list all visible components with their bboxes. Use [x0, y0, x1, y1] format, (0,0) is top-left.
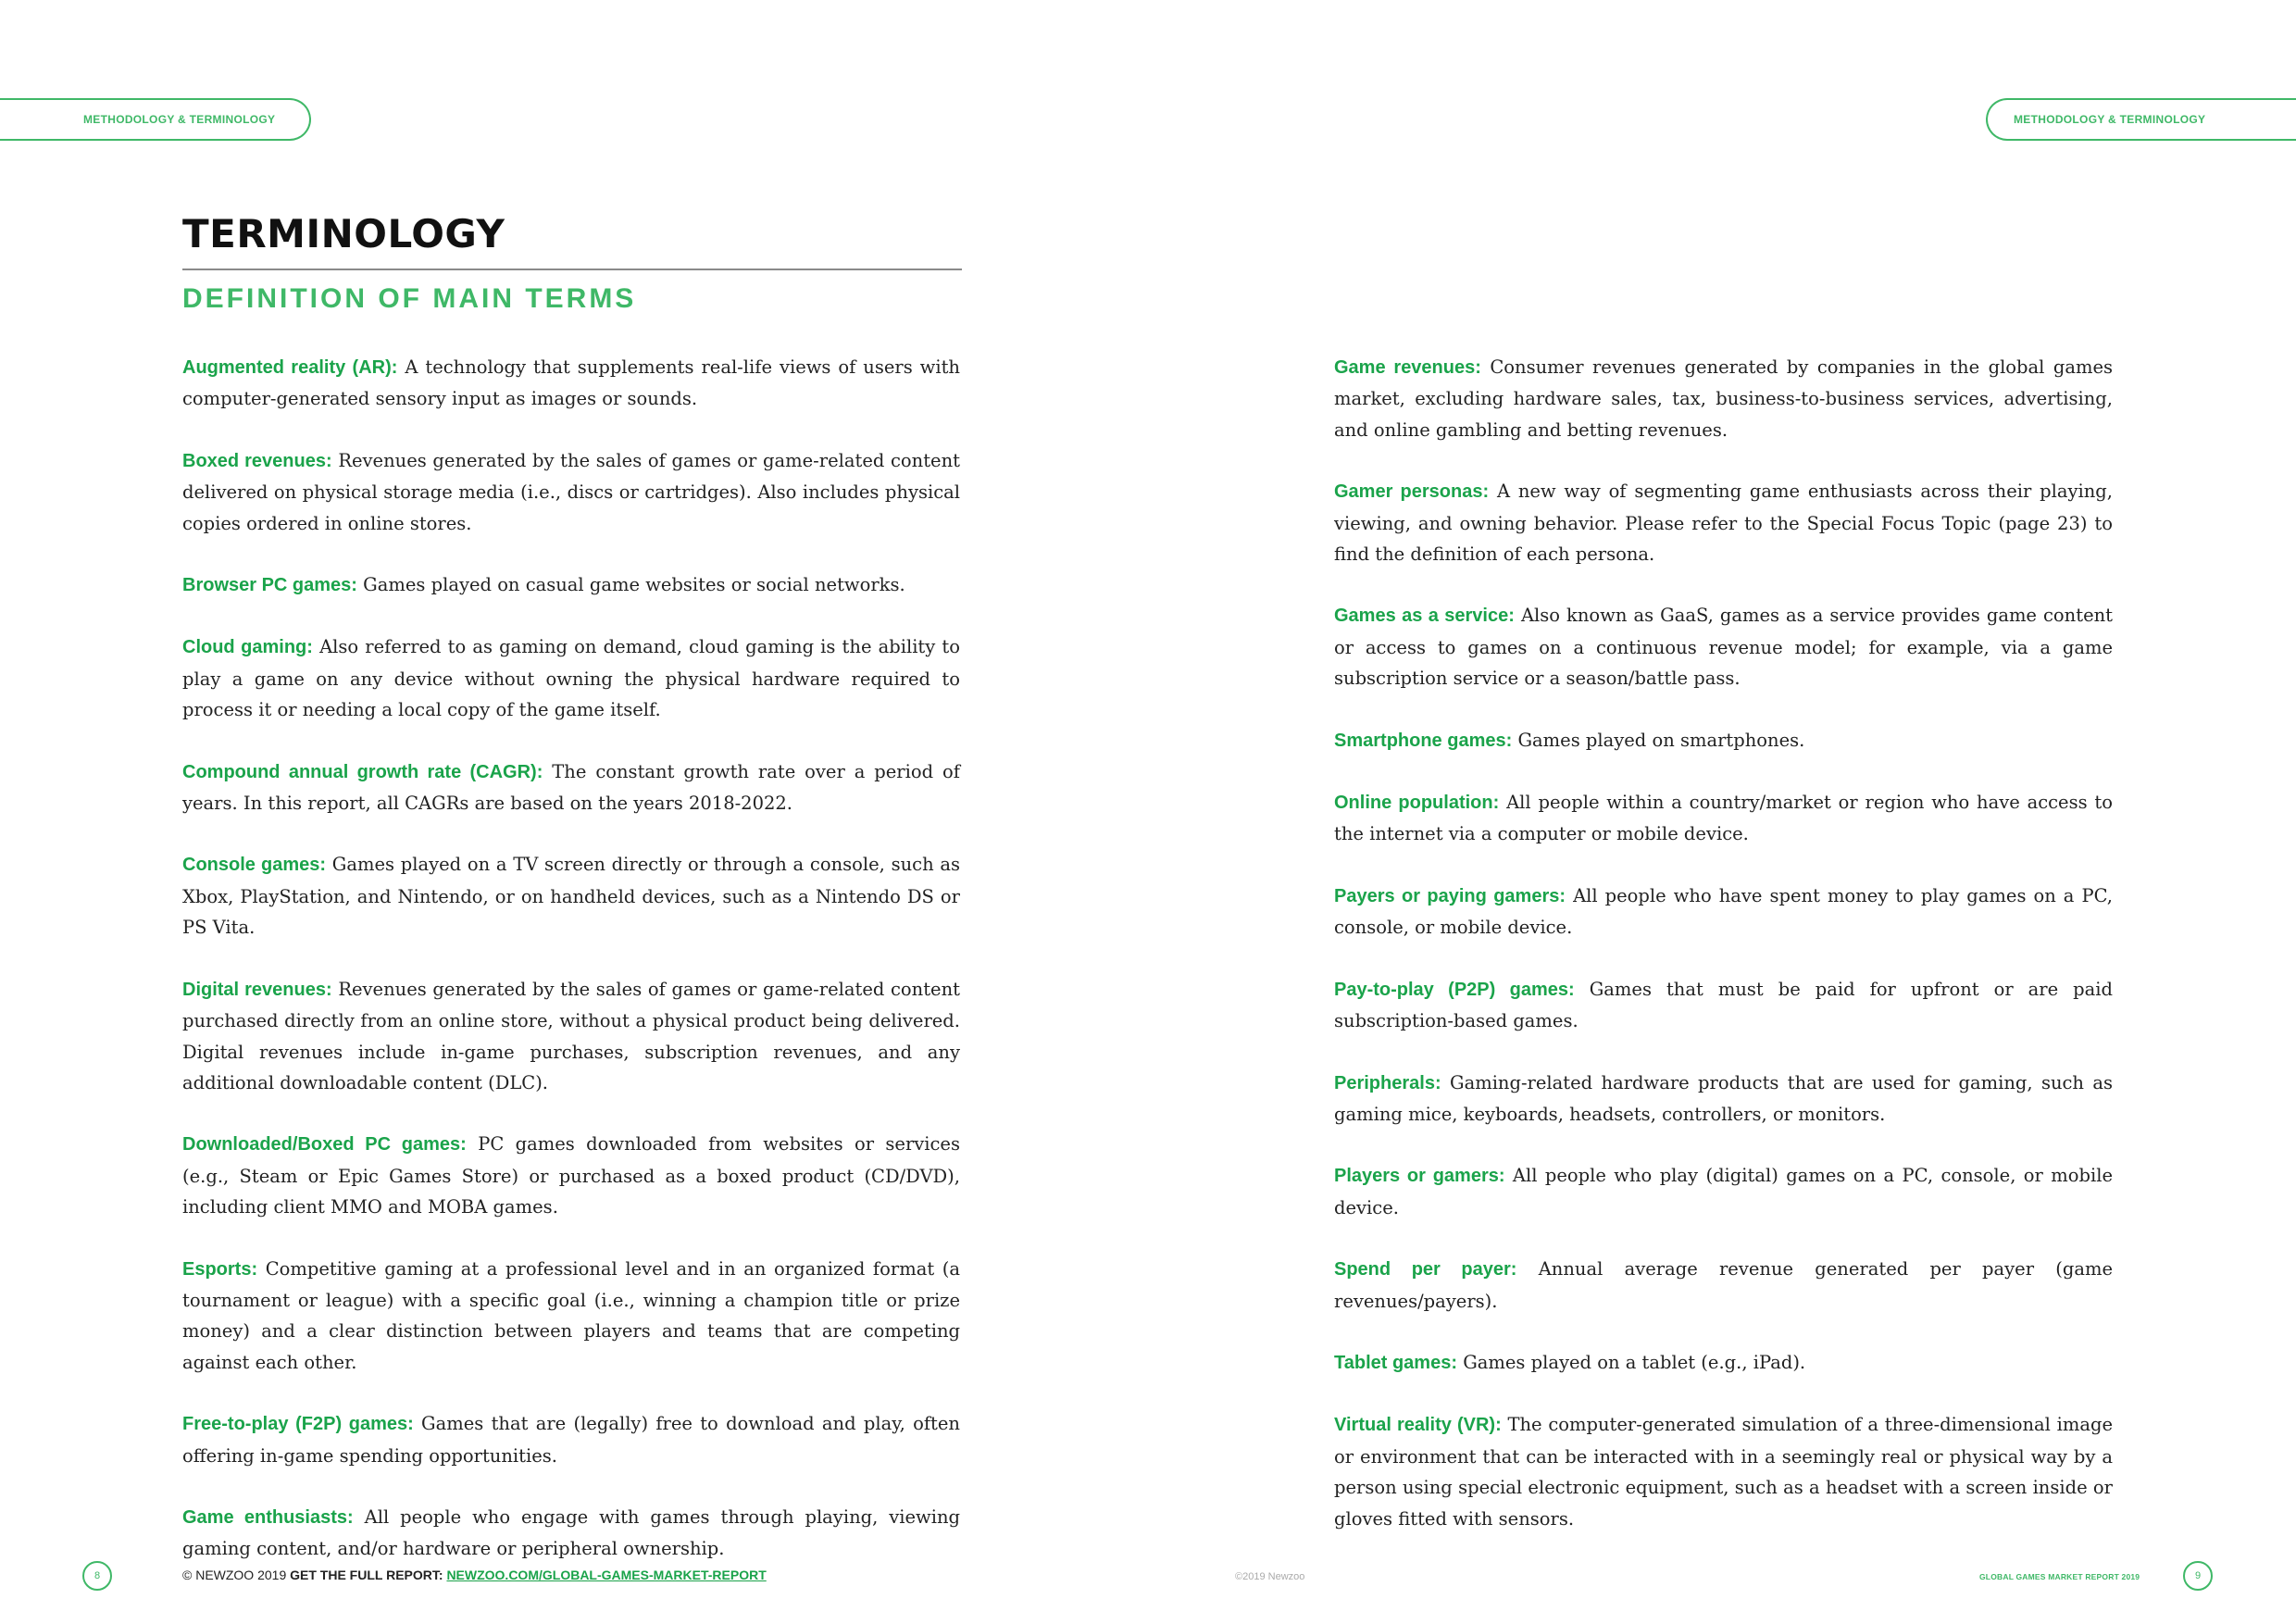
term-entry — [182, 631, 960, 725]
section-tab-label: METHODOLOGY & TERMINOLOGY — [83, 113, 276, 126]
term-name: Payers or paying gamers: — [1334, 885, 1566, 906]
term-entry — [1334, 787, 2113, 850]
page-subtitle: DEFINITION OF MAIN TERMS — [182, 283, 637, 314]
term-entry — [1334, 881, 2113, 943]
term-name: Smartphone games: — [1334, 730, 1513, 751]
title-divider — [182, 269, 962, 270]
page-number-label: 9 — [2194, 1570, 2202, 1581]
section-tab-label: METHODOLOGY & TERMINOLOGY — [2014, 113, 2206, 126]
term-definition: The constant growth rate over a period of years. In this report, all CAGRs are based on the years 2018-2022. — [182, 760, 960, 815]
section-tab-left — [0, 98, 311, 141]
term-name: Compound annual growth rate (CAGR): — [182, 761, 543, 782]
term-name: Players or gamers: — [1334, 1166, 1505, 1187]
term-entry — [1334, 725, 2113, 756]
term-name: Esports: — [182, 1258, 258, 1280]
term-definition: Gaming-related hardware products that are used for gaming, such as gaming mice, keyboards, headsets, controllers, or monitors. — [1334, 1071, 2114, 1125]
term-name: Game revenues: — [1334, 357, 1481, 378]
term-definition: Also referred to as gaming on demand, cloud gaming is the ability to play a game on any device without owning the physical hardware required to process it or needing a local copy of the game itself. — [182, 636, 960, 721]
page-number-left — [82, 1561, 112, 1591]
page-number-label: 8 — [94, 1570, 101, 1581]
terms-column-left — [182, 352, 960, 1595]
term-entry — [182, 445, 960, 539]
term-entry — [182, 756, 960, 819]
term-entry — [1334, 600, 2113, 693]
page-number-right — [2183, 1561, 2213, 1591]
term-name: Tablet games: — [1334, 1352, 1457, 1373]
term-entry — [1334, 352, 2113, 445]
term-entry — [1334, 974, 2113, 1037]
term-definition: Competitive gaming at a professional level and in an organized format (a tournament or league) with a specific goal (i.e., winning a champion title or prize money) and a clear distinction between players and teams that are competing against each other. — [182, 1257, 960, 1373]
term-definition: PC games downloaded from websites or services (e.g., Steam or Epic Games Store) or purchased as a boxed product (CD/DVD), including client MMO and MOBA games. — [182, 1133, 960, 1218]
term-definition: All people who have spent money to play games on a PC, console, or mobile device. — [1334, 884, 2113, 939]
section-tab-right — [1986, 98, 2296, 141]
term-name: Cloud gaming: — [182, 637, 313, 658]
footer-center-copyright: ©2019 Newzoo — [1235, 1571, 1305, 1582]
term-entry — [182, 1408, 960, 1471]
term-entry — [1334, 1254, 2113, 1317]
term-definition: Revenues generated by the sales of games or game-related content delivered on physical storage media (i.e., discs or cartridges). Also includes physical copies ordered in online stores. — [182, 449, 960, 534]
term-definition: Consumer revenues generated by companies in the global games market, excluding hardware sales, tax, business-to-business services, advertising, and online gambling and betting revenues. — [1334, 356, 2113, 441]
term-definition: Games played on a TV screen directly or through a console, such as Xbox, PlayStation, and Nintendo, or on handheld devices, such as a Nintendo DS or PS Vita. — [182, 854, 960, 939]
term-entry — [182, 1502, 960, 1565]
term-definition: All people within a country/market or region who have access to the internet via a computer or mobile device. — [1334, 792, 2114, 845]
term-name: Online population: — [1334, 793, 1500, 814]
term-entry — [1334, 1160, 2113, 1223]
term-definition: The computer-generated simulation of a three-dimensional image or environment that can be interacted with in a seemingly real or physical way by a person using special electronic equipment, such as a headset with a screen inside or gloves fitted with sensors. — [1334, 1414, 2113, 1530]
term-entry — [182, 1254, 960, 1379]
term-definition: All people who engage with games through playing, viewing gaming content, and/or hardware or peripheral ownership. — [182, 1505, 960, 1560]
term-definition: Games played on a tablet (e.g., iPad). — [1463, 1351, 1806, 1373]
term-entry — [1334, 1409, 2113, 1534]
term-entry — [182, 352, 960, 415]
term-entry — [182, 569, 960, 601]
term-definition: Annual average revenue generated per payer (game revenues/payers). — [1334, 1258, 2114, 1312]
term-name: Downloaded/Boxed PC games: — [182, 1134, 467, 1156]
footer-cta: GET THE FULL REPORT: — [290, 1568, 443, 1582]
term-name: Augmented reality (AR): — [182, 357, 398, 378]
term-definition: Games that must be paid for upfront or are paid subscription-based games. — [1334, 978, 2114, 1032]
term-name: Free-to-play (F2P) games: — [182, 1414, 414, 1435]
term-name: Virtual reality (VR): — [1334, 1415, 1502, 1436]
term-name: Digital revenues: — [182, 979, 332, 1000]
term-entry — [1334, 476, 2113, 569]
term-name: Spend per payer: — [1334, 1259, 1517, 1280]
term-entry — [182, 849, 960, 943]
term-name: Pay-to-play (P2P) games: — [1334, 979, 1575, 1000]
term-definition: A new way of segmenting game enthusiasts across their playing, viewing, and owning behavior. Please refer to the Special Focus Topic (page 23) to find the definition of each persona. — [1334, 481, 2113, 566]
term-definition: Games played on casual game websites or social networks. — [363, 574, 905, 596]
term-definition: Also known as GaaS, games as a service provides game content or access to games on a continuous revenue model; for example, via a game subscription service or a season/battle pass. — [1334, 605, 2114, 690]
term-entry — [182, 974, 960, 1099]
footer-report-link[interactable]: NEWZOO.COM/GLOBAL-GAMES-MARKET-REPORT — [446, 1568, 767, 1582]
term-definition: Revenues generated by the sales of games or game-related content purchased directly from an online store, without a physical product being delivered. Digital revenues include in-game purchases, subscription revenues, and any additional downloadable content (DLC). — [182, 978, 960, 1093]
footer-left — [182, 1568, 767, 1582]
term-entry — [182, 1129, 960, 1222]
term-name: Gamer personas: — [1334, 481, 1490, 503]
term-name: Peripherals: — [1334, 1072, 1441, 1093]
page-title: TERMINOLOGY — [182, 211, 505, 256]
term-name: Console games: — [182, 855, 327, 876]
term-name: Browser PC games: — [182, 575, 357, 596]
term-name: Game enthusiasts: — [182, 1506, 354, 1528]
term-definition: All people who play (digital) games on a PC, console, or mobile device. — [1334, 1165, 2113, 1218]
term-entry — [1334, 1068, 2113, 1131]
term-definition: Games played on smartphones. — [1517, 729, 1805, 751]
term-entry — [1334, 1347, 2113, 1379]
footer-report-name: GLOBAL GAMES MARKET REPORT 2019 — [1979, 1572, 2140, 1581]
terms-column-right — [1334, 352, 2113, 1565]
footer-copyright: © NEWZOO 2019 — [182, 1568, 287, 1582]
term-definition: A technology that supplements real-life views of users with computer-generated sensory input as images or sounds. — [182, 356, 960, 410]
term-definition: Games that are (legally) free to download and play, often offering in-game spending opportunities. — [182, 1413, 960, 1467]
term-name: Boxed revenues: — [182, 450, 332, 471]
term-name: Games as a service: — [1334, 606, 1515, 627]
